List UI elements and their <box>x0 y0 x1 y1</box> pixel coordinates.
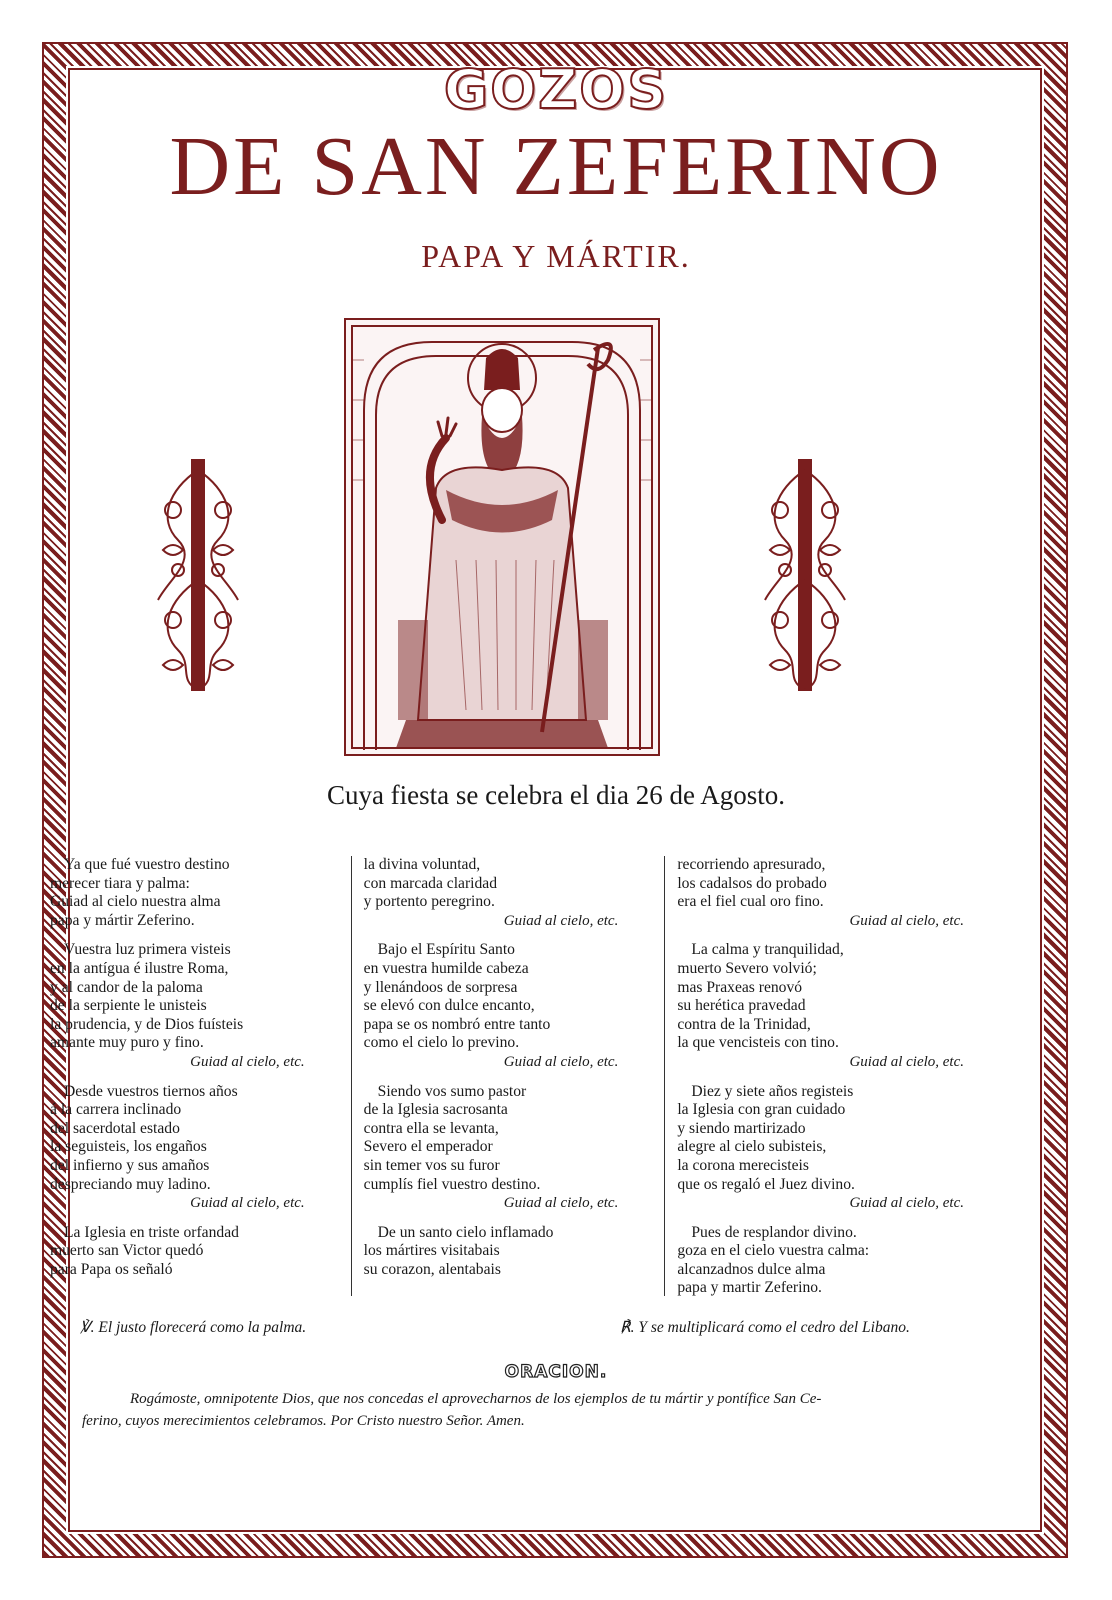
stanza <box>364 941 659 1071</box>
stanza <box>50 1224 345 1280</box>
stanza <box>677 1083 972 1213</box>
verse-line: sin temer vos su furor <box>363 1156 500 1174</box>
verse-line: amante muy puro y fino. <box>50 1034 204 1052</box>
verses-columns <box>44 856 978 1296</box>
refrain: Guiad al cielo, etc. <box>190 1195 305 1212</box>
verse-line: papa se os nombró entre tanto <box>363 1015 551 1033</box>
verse-line: goza en el cielo vuestra calma: <box>677 1242 870 1260</box>
verse-line: mas Praxeas renovó <box>677 978 803 996</box>
verse-line: en la antígua é ilustre Roma, <box>50 959 229 977</box>
verse-column-3 <box>664 856 978 1296</box>
stanza <box>364 1083 659 1213</box>
verse-line: su herética pravedad <box>677 997 806 1015</box>
refrain: Guiad al cielo, etc. <box>849 1195 965 1212</box>
left-ornament-icon <box>148 450 248 700</box>
verse-line: los cadalsos do probado <box>677 874 827 892</box>
verse-line: alcanzadnos dulce alma <box>677 1260 826 1278</box>
verse-line: á la carrera inclinado <box>50 1101 182 1119</box>
verse-line: Ya que fué vuestro destino <box>64 856 230 873</box>
verse-line: los mártires visitabais <box>363 1242 500 1260</box>
verse-line: la divina voluntad, <box>363 856 481 873</box>
verse-line: merecer tiara y palma: <box>50 874 190 892</box>
refrain: Guiad al cielo, etc. <box>849 912 965 929</box>
feast-day-line: Cuya fiesta se celebra el dia 26 de Agosto. <box>326 780 786 810</box>
verse-line: Pues de resplandor divino. <box>691 1223 857 1241</box>
verse-line: papa y mártir Zeferino. <box>50 911 195 929</box>
verse-line: Vuestra luz primera visteis <box>64 941 231 959</box>
verse-line: como el cielo lo previno. <box>363 1034 520 1052</box>
refrain: Guiad al cielo, etc. <box>503 1195 619 1212</box>
prayer-line-2: ferino, cuyos merecimientos celebramos. Por Cristo nuestro Señor. Amen. <box>82 1413 525 1429</box>
verse-line: Siendo vos sumo pastor <box>377 1082 527 1100</box>
verse-line: y siendo martirizado <box>677 1119 806 1137</box>
verse-line: en vuestra humilde cabeza <box>363 959 529 977</box>
verse-line: Diez y siete años registeis <box>691 1082 854 1100</box>
verse-line: Desde vuestros tiernos años <box>64 1082 238 1100</box>
verse-line: la corona merecisteis <box>677 1156 809 1174</box>
stanza <box>50 856 345 930</box>
stanza <box>677 941 972 1071</box>
prayer-title: ORACION. <box>504 1362 608 1382</box>
verse-line: Guiad al cielo nuestra alma <box>50 893 221 911</box>
title-gozos: GOZOS <box>443 58 669 121</box>
verse-line: de la serpiente le unisteis <box>50 997 207 1015</box>
verse-line: la que vencisteis con tino. <box>677 1034 839 1052</box>
verse-line: con marcada claridad <box>363 874 498 892</box>
prayer-line-1: Rogámoste, omnipotente Dios, que nos concedas el aprovecharnos de los ejemplos de tu mártir y pontífice San Ce- <box>130 1391 822 1407</box>
saint-zephyrinus-engraving <box>344 318 660 756</box>
refrain: Guiad al cielo, etc. <box>503 912 619 929</box>
stanza <box>364 1224 659 1280</box>
verse-line: despreciando muy ladino. <box>50 1175 211 1193</box>
stanza <box>50 1083 345 1213</box>
verse-line: Bajo el Espíritu Santo <box>377 941 515 959</box>
verse-line: Severo el emperador <box>363 1138 493 1156</box>
verse-line: muerto Severo volvió; <box>677 959 817 977</box>
verse-line: su corazon, alentabais <box>363 1260 501 1278</box>
verse-line: contra ella se levanta, <box>363 1119 499 1137</box>
verse-line: y llenándoos de sorpresa <box>363 978 518 996</box>
verse-line: de la Iglesia sacrosanta <box>363 1101 508 1119</box>
verse-line: alegre al cielo subisteis, <box>677 1138 827 1156</box>
verse-line: recorriendo apresurado, <box>677 856 826 873</box>
stanza <box>364 856 659 930</box>
versicle: ℣. El justo florecerá como la palma. <box>80 1319 307 1336</box>
verse-line: del sacerdotal estado <box>50 1119 180 1137</box>
verse-line: y al candor de la paloma <box>50 978 203 996</box>
verse-line: contra de la Trinidad, <box>677 1015 811 1033</box>
verse-line: la prudencia, y de Dios fuísteis <box>50 1015 244 1033</box>
verse-column-1 <box>44 856 351 1296</box>
stanza <box>677 1224 972 1298</box>
page-title: DE SAN ZEFERINO <box>169 120 943 213</box>
right-ornament-icon <box>755 450 855 700</box>
stanza <box>677 856 972 930</box>
verse-line: De un santo cielo inflamado <box>377 1223 554 1241</box>
verse-line: del infierno y sus amaños <box>50 1156 210 1174</box>
refrain: Guiad al cielo, etc. <box>190 1053 305 1070</box>
verse-line: era el fiel cual oro fino. <box>677 893 824 911</box>
verse-line: la Iglesia con gran cuidado <box>677 1101 846 1119</box>
verse-line: se elevó con dulce encanto, <box>363 997 535 1015</box>
verse-line: para Papa os señaló <box>50 1260 173 1278</box>
verse-line: y portento peregrino. <box>363 893 495 911</box>
verse-line: que os regaló el Juez divino. <box>677 1175 855 1193</box>
refrain: Guiad al cielo, etc. <box>503 1053 619 1070</box>
prayer-text <box>82 1388 942 1432</box>
stanza <box>50 941 345 1071</box>
verse-line: cumplís fiel vuestro destino. <box>363 1175 541 1193</box>
verse-line: muerto san Victor quedó <box>50 1242 204 1260</box>
response: ℟. Y se multiplicará como el cedro del Libano. <box>620 1319 910 1336</box>
refrain: Guiad al cielo, etc. <box>849 1053 965 1070</box>
page-subtitle: PAPA Y MÁRTIR. <box>421 238 691 274</box>
verse-line: papa y martir Zeferino. <box>677 1279 822 1297</box>
verse-line: La calma y tranquilidad, <box>691 941 844 959</box>
verse-line: La Iglesia en triste orfandad <box>64 1223 239 1241</box>
verse-line: la seguisteis, los engaños <box>50 1138 207 1156</box>
verse-column-2 <box>351 856 665 1296</box>
